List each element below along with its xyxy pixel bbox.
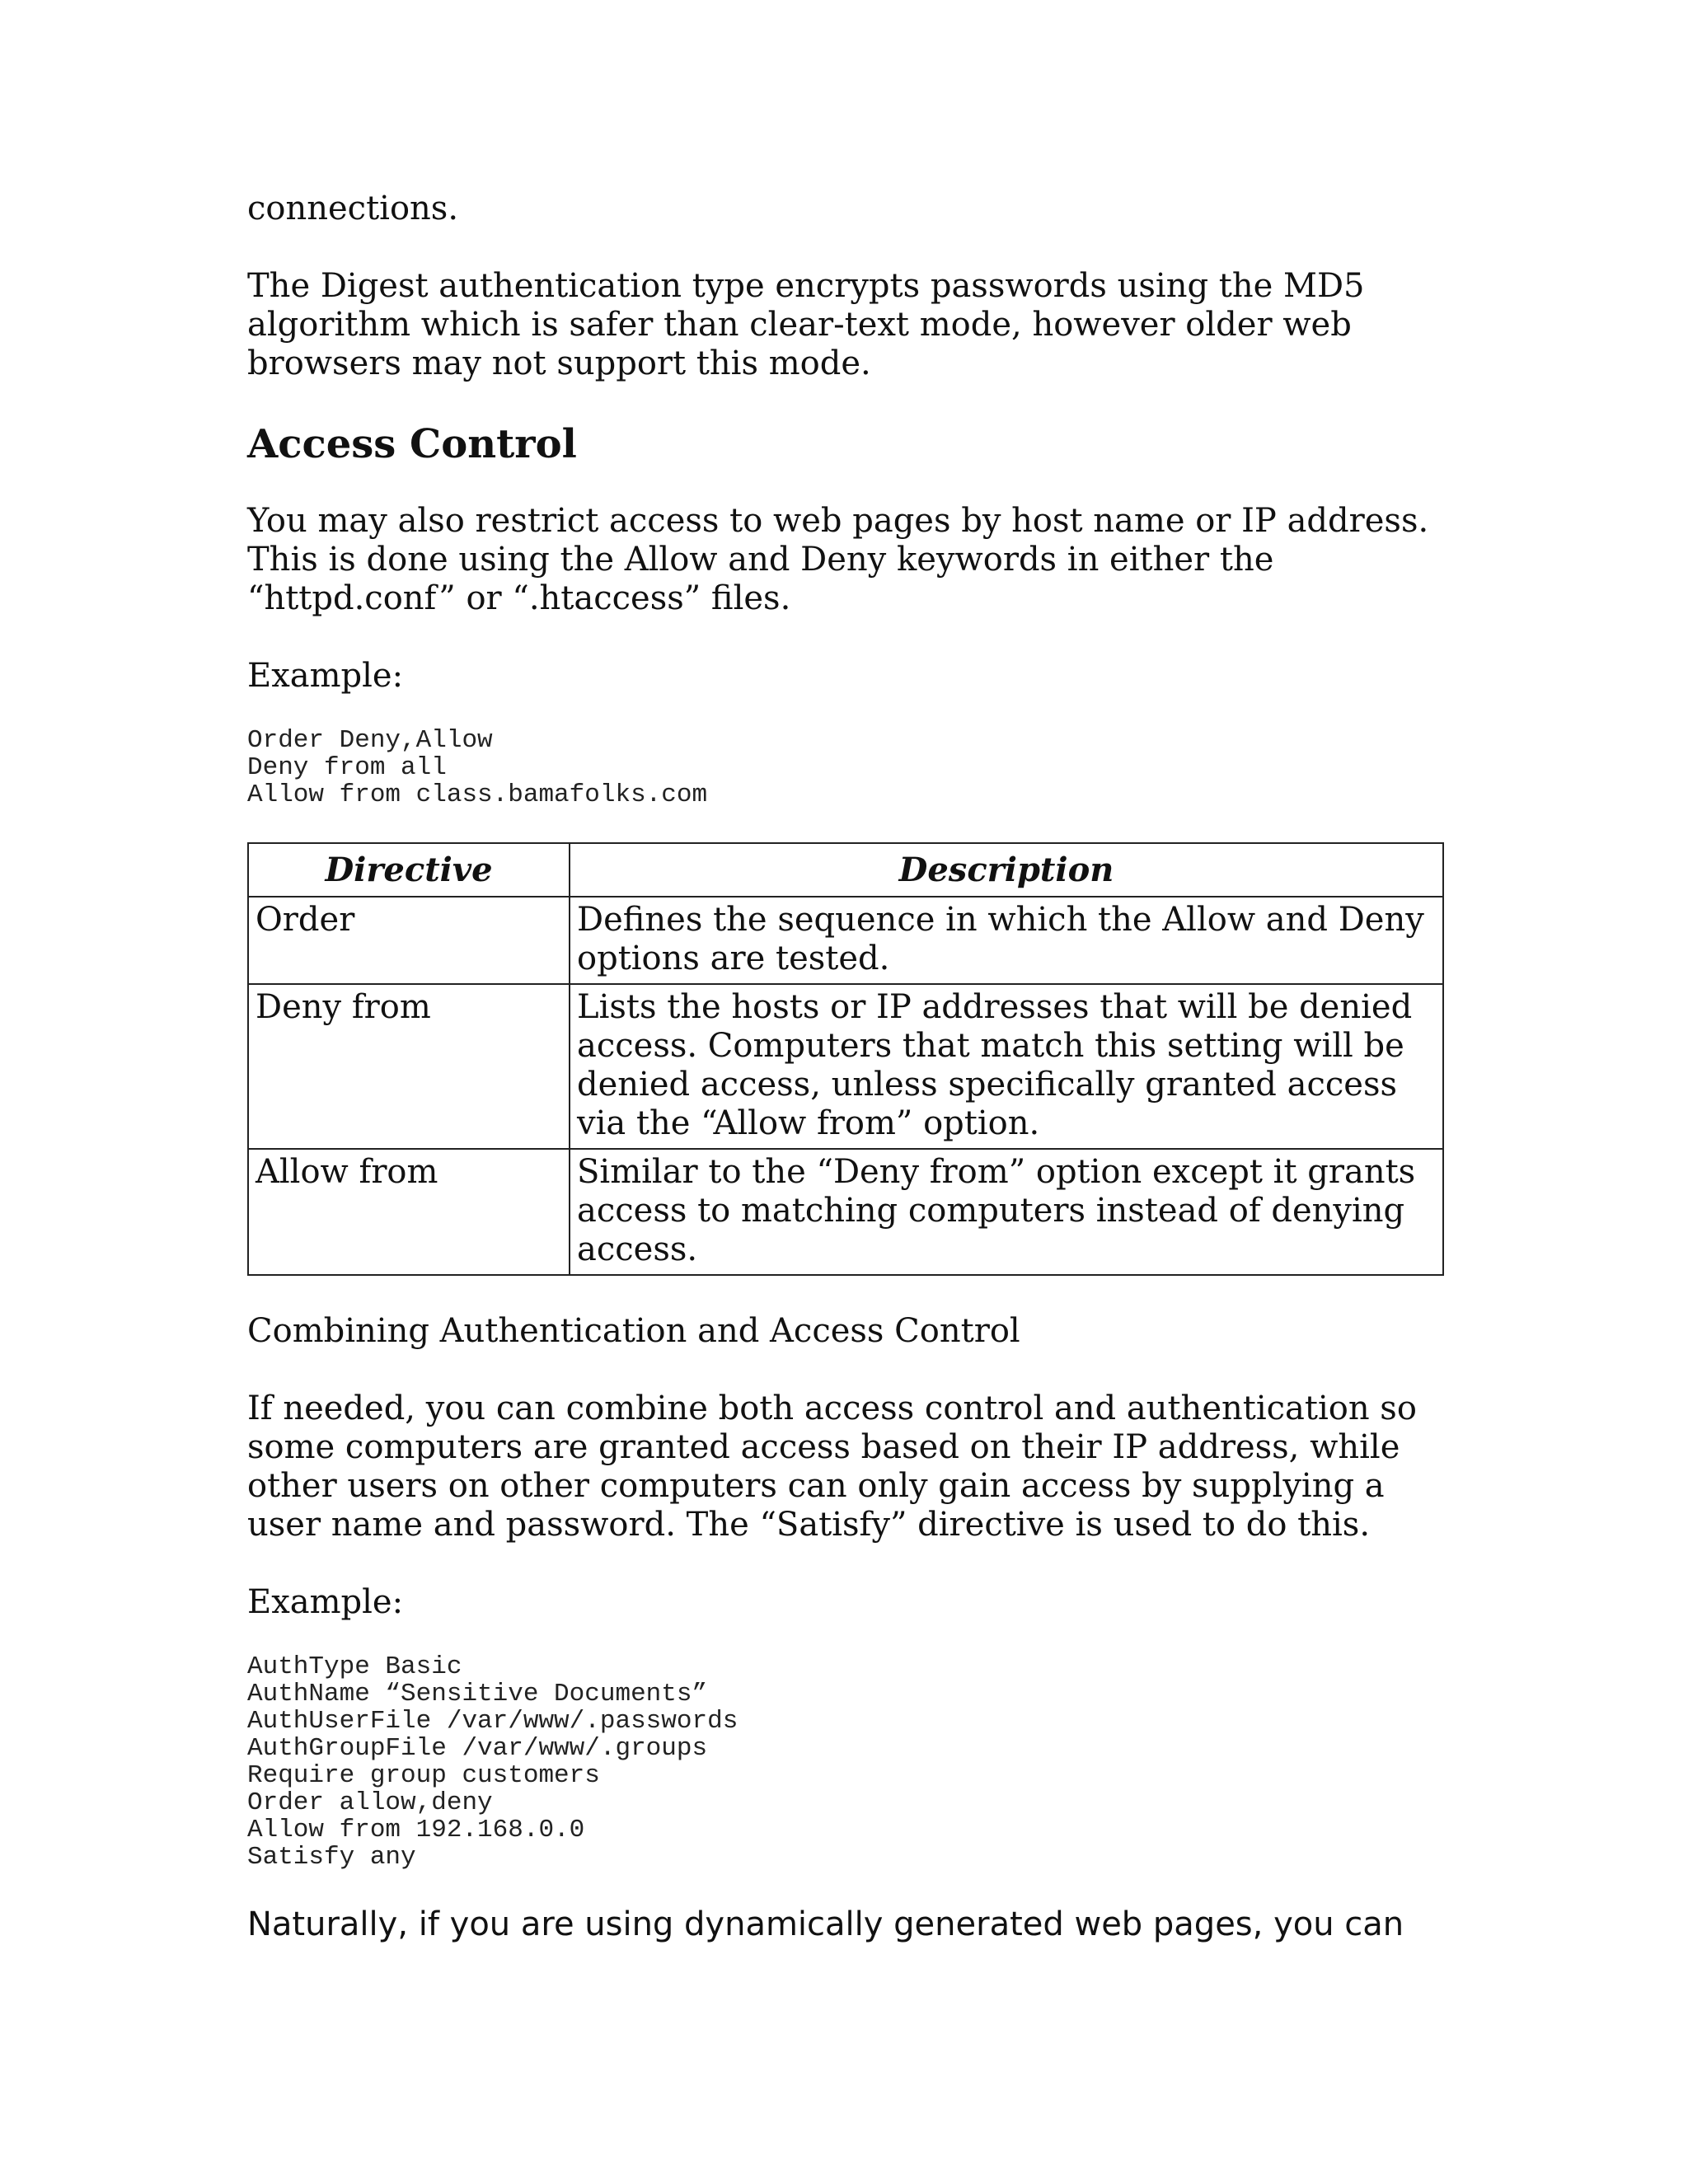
table-header-row <box>248 843 1443 897</box>
code-block-satisfy: AuthType Basic AuthName “Sensitive Documents” AuthUserFile /var/www/.passwords AuthGroupFile /var/www/.groups Require group customers Order allow,deny Allow from 192.168.0.0 Satisfy any <box>247 1652 738 1872</box>
table-cell-description: Defines the sequence in which the Allow and Deny options are tested. <box>570 897 1443 984</box>
paragraph-naturally: Naturally, if you are using dynamically generated web pages, you can <box>247 1905 1404 1943</box>
table-header-directive: Directive <box>248 843 570 897</box>
table-row <box>248 1149 1443 1275</box>
directive-table <box>247 842 1444 1276</box>
table-cell-directive: Allow from <box>248 1149 570 1275</box>
table-cell-description: Lists the hosts or IP addresses that will be denied access. Computers that match this setting will be denied access, unless specifically granted access via the “Allow from” option. <box>570 984 1443 1149</box>
table-header-description: Description <box>570 843 1443 897</box>
document-page <box>247 190 1442 1944</box>
heading-access-control: Access Control <box>247 421 577 467</box>
code-block-access: Order Deny,Allow Deny from all Allow from class.bamafolks.com <box>247 726 708 809</box>
table-cell-description: Similar to the “Deny from” option except it grants access to matching computers instead of denying access. <box>570 1149 1443 1275</box>
paragraph-combining: If needed, you can combine both access control and authentication so some computers are granted access based on their IP address, while other users on other computers can only gain access by supplying a user name and password. The “Satisfy” directive is used to do this. <box>247 1390 1417 1544</box>
example-label-2: Example: <box>247 1583 404 1621</box>
table-row <box>248 984 1443 1149</box>
paragraph-digest: The Digest authentication type encrypts passwords using the MD5 algorithm which is safer than clear-text mode, however older web browsers may not support this mode. <box>247 267 1365 382</box>
paragraph-connections: connections. <box>247 190 459 227</box>
table-cell-directive: Deny from <box>248 984 570 1149</box>
table-cell-directive: Order <box>248 897 570 984</box>
table-row <box>248 897 1443 984</box>
heading-combining: Combining Authentication and Access Control <box>247 1312 1020 1350</box>
example-label-1: Example: <box>247 657 404 695</box>
paragraph-restrict-access: You may also restrict access to web pages by host name or IP address. This is done using the Allow and Deny keywords in either the “httpd.conf” or “.htaccess” files. <box>247 502 1429 617</box>
